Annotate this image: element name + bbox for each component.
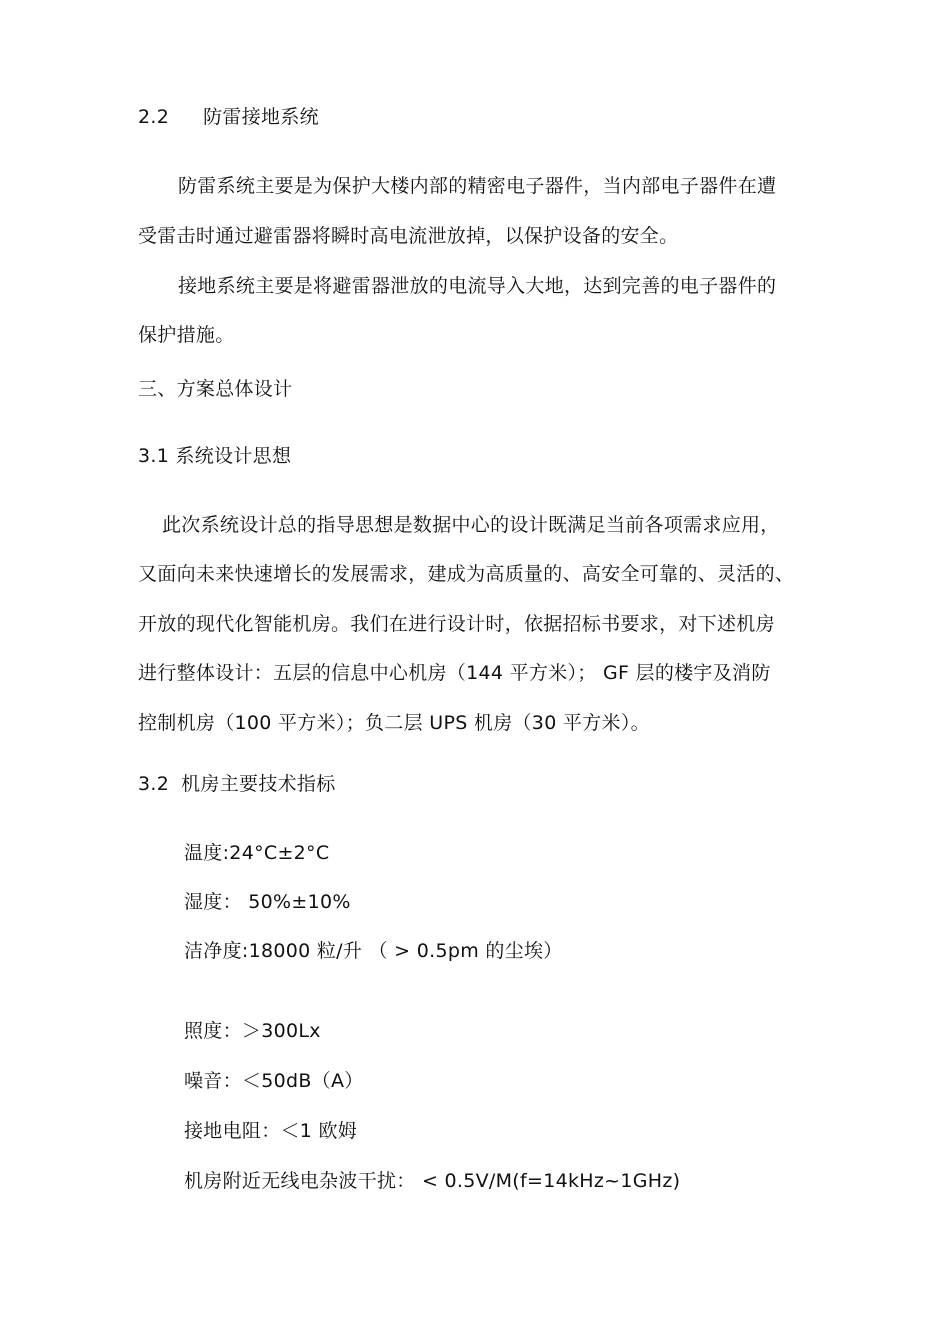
paragraph-line: 保护措施。 bbox=[138, 324, 235, 346]
paragraph-line: 此次系统设计总的指导思想是数据中心的设计既满足当前各项需求应用， bbox=[162, 514, 780, 536]
paragraph-line: 接地系统主要是将避雷器泄放的电流导入大地，达到完善的电子器件的 bbox=[178, 275, 777, 297]
spec-cleanliness: 洁净度:18000 粒/升 （ > 0.5pm 的尘埃） bbox=[184, 940, 563, 962]
heading-title: 防雷接地系统 bbox=[203, 106, 319, 128]
paragraph-line: 防雷系统主要是为保护大楼内部的精密电子器件，当内部电子器件在遭 bbox=[178, 175, 777, 197]
spec-humidity: 湿度： 50%±10% bbox=[184, 891, 351, 913]
heading-3: 三、方案总体设计 bbox=[138, 378, 293, 400]
spec-illuminance: 照度：＞300Lx bbox=[184, 1020, 321, 1042]
paragraph-line: 受雷击时通过避雷器将瞬时高电流泄放掉，以保护设备的安全。 bbox=[138, 225, 679, 247]
paragraph-line: 控制机房（100 平方米）；负二层 UPS 机房（30 平方米）。 bbox=[138, 712, 650, 734]
spec-temperature: 温度:24°C±2°C bbox=[184, 842, 330, 864]
heading-title: 机房主要技术指标 bbox=[181, 773, 336, 795]
paragraph-line: 开放的现代化智能机房。我们在进行设计时，依据招标书要求，对下述机房 bbox=[138, 613, 775, 635]
heading-3-2 bbox=[138, 771, 336, 797]
heading-3-1: 3.1 系统设计思想 bbox=[138, 445, 292, 467]
heading-number: 3.2 bbox=[138, 773, 170, 795]
heading-2-2 bbox=[138, 104, 319, 130]
spec-noise: 噪音：＜50dB（A） bbox=[184, 1070, 364, 1092]
spec-radio-interference: 机房附近无线电杂波干扰： < 0.5V/M(f=14kHz~1GHz) bbox=[184, 1170, 681, 1192]
paragraph-line: 进行整体设计：五层的信息中心机房（144 平方米）； GF 层的楼宇及消防 bbox=[138, 662, 771, 684]
spec-grounding-resistance: 接地电阻：＜1 欧姆 bbox=[184, 1120, 358, 1142]
heading-number: 2.2 bbox=[138, 106, 170, 128]
paragraph-line: 又面向未来快速增长的发展需求，建成为高质量的、高安全可靠的、灵活的、 bbox=[138, 563, 795, 585]
